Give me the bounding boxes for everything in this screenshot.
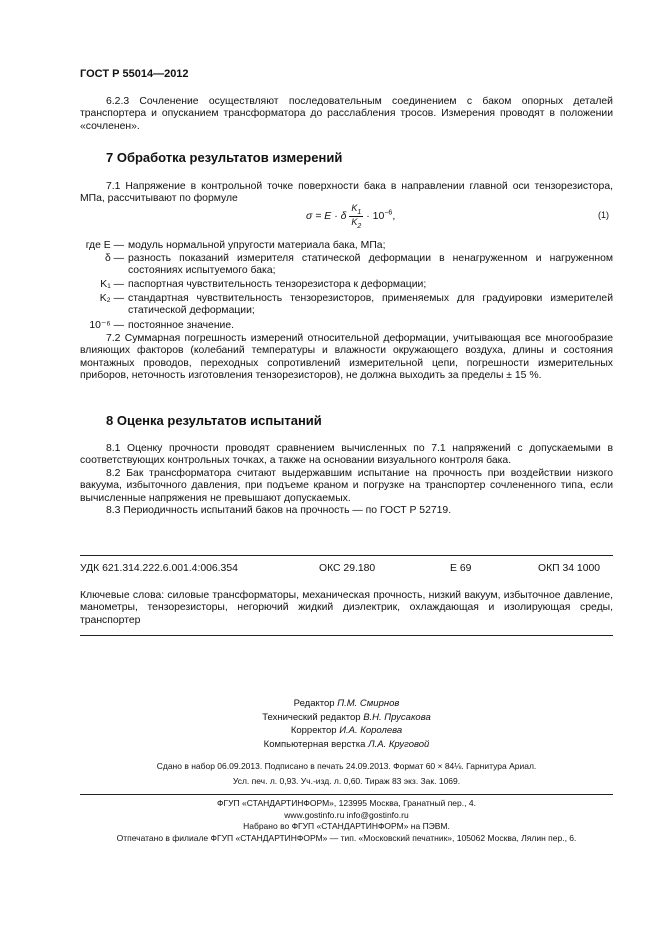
formula-fraction (349, 203, 363, 230)
divider (80, 794, 613, 795)
paragraph-8-3: 8.3 Периодичность испытаний баков на прочность — по ГОСТ Р 52719. (106, 505, 452, 516)
divider (80, 635, 613, 636)
paragraph-7-1: 7.1 Напряжение в контрольной точке поверхности бака в направлении главной оси тензорезистора, МПа, рассчитывают по формуле (80, 181, 613, 205)
oks-code: ОКС 29.180 (319, 563, 376, 574)
publisher-printed: Отпечатано в филиале ФГУП «СТАНДАРТИНФОРМ» — тип. «Московский печатник», 105062 Москва, Лялин пер., 6. (116, 832, 577, 843)
where-row (80, 253, 613, 278)
formula-1 (306, 203, 395, 230)
print-info-line-1: Сдано в набор 06.09.2013. Подписано в печать 24.09.2013. Формат 60 × 84⅛. Гарнитура Ариал. (156, 761, 537, 771)
section-7-title: 7 Обработка результатов измерений (106, 150, 343, 165)
paragraph-6-2-3: 6.2.3 Сочленение осуществляют последовательным соединением с баком опорных деталей транспортера и опусканием трансформатора до расслабления тросов. Измерения проводят в положении «сочленен». (80, 96, 613, 132)
formula-num-sub: 1 (357, 208, 362, 216)
paragraph-7-2: 7.2 Суммарная погрешность измерений относительной деформации, учитывающая все многообразие влияющих факторов (колебаний температуры и влажности окружающего воздуха, длины и состояния монтажных проводов, переходных сопротивлений измерительной цепи, погрешности измерительных приборов, неточность изготовления тензорезисторов), не должна выходить за пределы ± 15 %. (80, 333, 613, 381)
paragraph-8-1: 8.1 Оценку прочности проводят сравнением вычисленных по 7.1 напряжений с допускаемыми в соответствующих контрольных точках, а также на основании визуального контроля бака. (80, 443, 613, 467)
print-info-line-2: Усл. печ. л. 0,93. Уч.-изд. л. 0,60. Тираж 83 экз. Зак. 1069. (232, 776, 461, 786)
credits-block (80, 697, 613, 751)
formula-num: K (351, 203, 358, 213)
where-row (80, 320, 613, 332)
divider (80, 555, 613, 556)
credit-layout: Компьютерная верстка Л.А. Круговой (263, 738, 430, 750)
formula-den: K (351, 216, 358, 227)
where-row (80, 279, 613, 291)
paragraph-8-2: 8.2 Бак трансформатора считают выдержавшим испытание на прочность при воздействии низкого вакуума, избыточного давления, при подъеме краном и погрузке на транспортер сочлененного типа, если вычисленные напряжения не превышают допускаемых. (80, 468, 613, 504)
publisher-typeset: Набрано во ФГУП «СТАНДАРТИНФОРМ» на ПЭВМ. (243, 821, 450, 831)
credit-corrector: Корректор И.А. Королева (290, 725, 403, 736)
publisher-web: www.gostinfo.ru info@gostinfo.ru (284, 809, 409, 820)
publisher-address: ФГУП «СТАНДАРТИНФОРМ», 123995 Москва, Гранатный пер., 4. (217, 798, 476, 808)
where-label: где E — (85, 240, 124, 251)
udk-code: УДК 621.314.222.6.001.4:006.354 (80, 563, 238, 574)
formula-den-sub: 2 (357, 222, 362, 230)
e-code: Е 69 (450, 563, 472, 574)
formula-exp: −6 (384, 209, 393, 217)
where-label: K₁ — (100, 279, 124, 290)
where-text: разность показаний измерителя статической деформации в ненагруженном и нагруженном состояниях испытуемого бака; (128, 253, 613, 277)
where-text: стандартная чувствительность тензорезисторов, применяемых для градуировки измерителей статической деформации; (128, 293, 613, 317)
formula-lhs: σ = E · δ (306, 210, 347, 223)
formula-end: , (392, 210, 396, 223)
okp-code: ОКП 34 1000 (538, 563, 601, 574)
where-row (80, 240, 613, 252)
where-text: модуль нормальной упругости материала бака, МПа; (128, 240, 386, 251)
formula-tail: · 10 (366, 210, 385, 223)
where-label: 10⁻⁶ — (89, 320, 124, 331)
where-text: паспортная чувствительность тензорезистора к деформации; (128, 279, 427, 290)
where-text: постоянное значение. (128, 320, 235, 331)
where-row (80, 293, 613, 318)
where-label: δ — (104, 253, 124, 264)
equation-number: (1) (598, 210, 609, 220)
credit-editor: Редактор П.М. Смирнов (293, 698, 400, 709)
section-8-title: 8 Оценка результатов испытаний (106, 413, 322, 428)
publisher-block (80, 798, 613, 844)
document-header: ГОСТ Р 55014—2012 (80, 68, 189, 80)
keywords: Ключевые слова: силовые трансформаторы, механическая прочность, низкий вакуум, избыточное давление, манометры, тензорезисторы, негорючий жидкий диэлектрик, охлаждающая и изолирующая среды, транспортер (80, 590, 613, 626)
credit-tech-editor: Технический редактор В.Н. Прусакова (262, 711, 431, 723)
where-label: K₂ — (99, 293, 124, 304)
